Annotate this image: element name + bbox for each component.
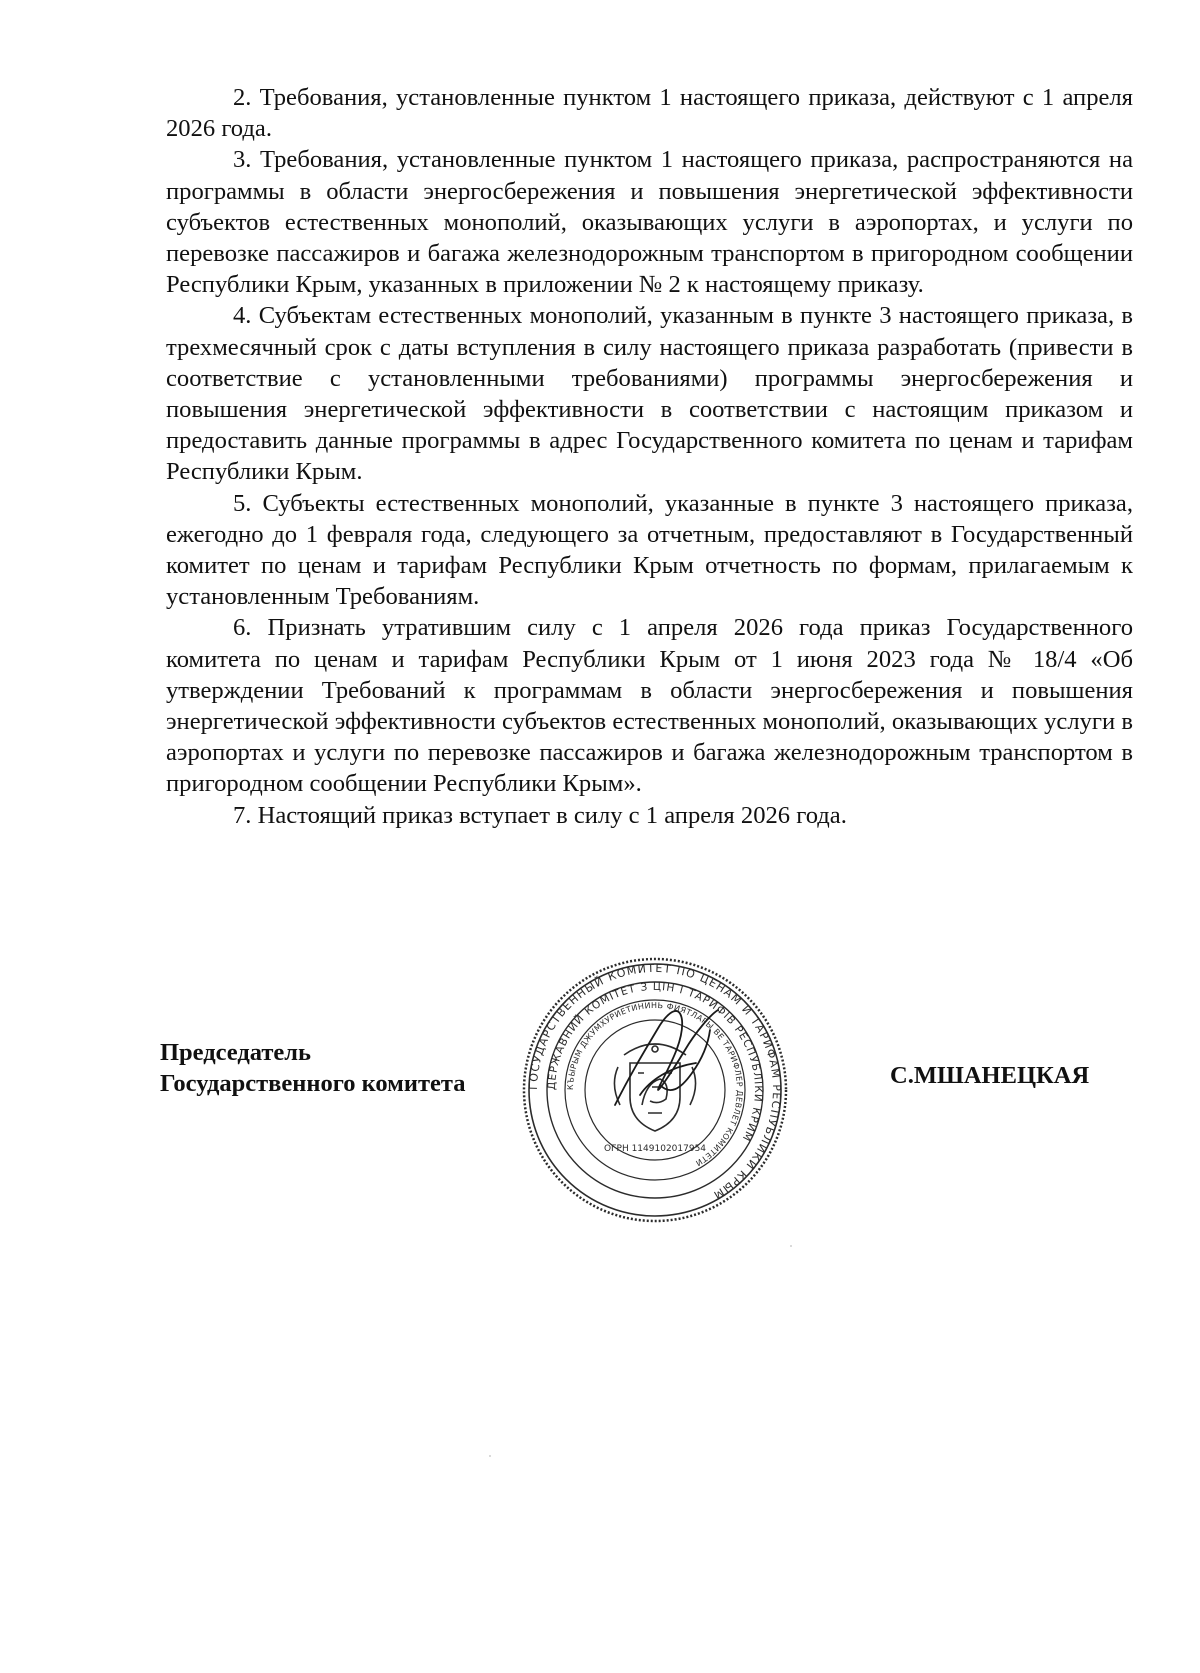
signatory-position-line2: Государственного комитета: [160, 1070, 466, 1097]
paragraph-4: 4. Субъектам естественных монополий, указанным в пункте 3 настоящего приказа, в трехмесячный срок с даты вступления в силу настоящего приказа разработать (привести в соответствие с установленными требованиями) программы энергосбережения и повышения энергетической эффективности в соответствии с настоящим приказом и предоставить данные программы в адрес Государственного комитета по ценам и тарифам Республики Крым.: [166, 302, 1133, 486]
signatory-name: С.МШАНЕЦКАЯ: [890, 1062, 1090, 1089]
seal-inner-text: КЪЫРЫМ ДЖУМХУРИЕТИНИНЬ ФИЯТЛАРЫ ВЕ ТАРИФЛЕР ДЕВЛЕТ КОМИТЕТИ: [565, 1000, 745, 1168]
paragraph-6: 6. Признать утратившим силу с 1 апреля 2026 года приказ Государственного комитета по ценам и тарифам Республики Крым от 1 июня 2023 года № 18/4 «Об утверждении Требований к программам в области энергосбережения и повышения энергетической эффективности субъектов естественных монополий, оказывающих услуги в аэропортах и услуги по перевозке пассажиров и багажа железнодорожным транспортом в пригородном сообщении Республики Крым».: [166, 614, 1133, 798]
seal-ogrn: ОГРН 1149102017954: [603, 1144, 707, 1154]
scan-speck: [489, 1455, 491, 1457]
document-body: [166, 82, 1133, 831]
seal-outer-text: ГОСУДАРСТВЕННЫЙ КОМИТЕТ ПО ЦЕНАМ И ТАРИФАМ РЕСПУБЛИКИ КРЫМ: [526, 961, 784, 1203]
coat-of-arms-icon: [614, 1044, 695, 1131]
paragraph-2: 2. Требования, установленные пунктом 1 настоящего приказа, действуют с 1 апреля 2026 года.: [166, 84, 1133, 143]
paragraph-7: 7. Настоящий приказ вступает в силу с 1 апреля 2026 года.: [233, 801, 847, 829]
seal-middle-text: ДЕРЖАВНИЙ КОМІТЕТ З ЦІН І ТАРИФІВ РЕСПУБЛІКИ КРИМ: [545, 980, 765, 1144]
paragraph-5: 5. Субъекты естественных монополий, указанные в пункте 3 настоящего приказа, ежегодно до 1 февраля года, следующего за отчетным, предоставляют в Государственный комитет по ценам и тарифам Республики Крым отчетность по формам, прилагаемым к установленным Требованиям.: [166, 489, 1133, 611]
svg-text:КЪЫРЫМ ДЖУМХУРИЕТИНИНЬ ФИЯТЛАР: [566, 1001, 744, 1168]
signatory-position-line1: Председатель: [160, 1039, 311, 1066]
official-seal: [520, 955, 790, 1225]
paragraph-3: 3. Требования, установленные пунктом 1 настоящего приказа, распространяются на программы в области энергосбережения и повышения энергетической эффективности субъектов естественных монополий, оказывающих услуги в аэропортах, и услуги по перевозке пассажиров и багажа железнодорожным транспортом в пригородном сообщении Республики Крым, указанных в приложении № 2 к настоящему приказу.: [166, 146, 1133, 299]
signatory-position: [160, 1037, 465, 1099]
scan-speck: [790, 1245, 792, 1247]
